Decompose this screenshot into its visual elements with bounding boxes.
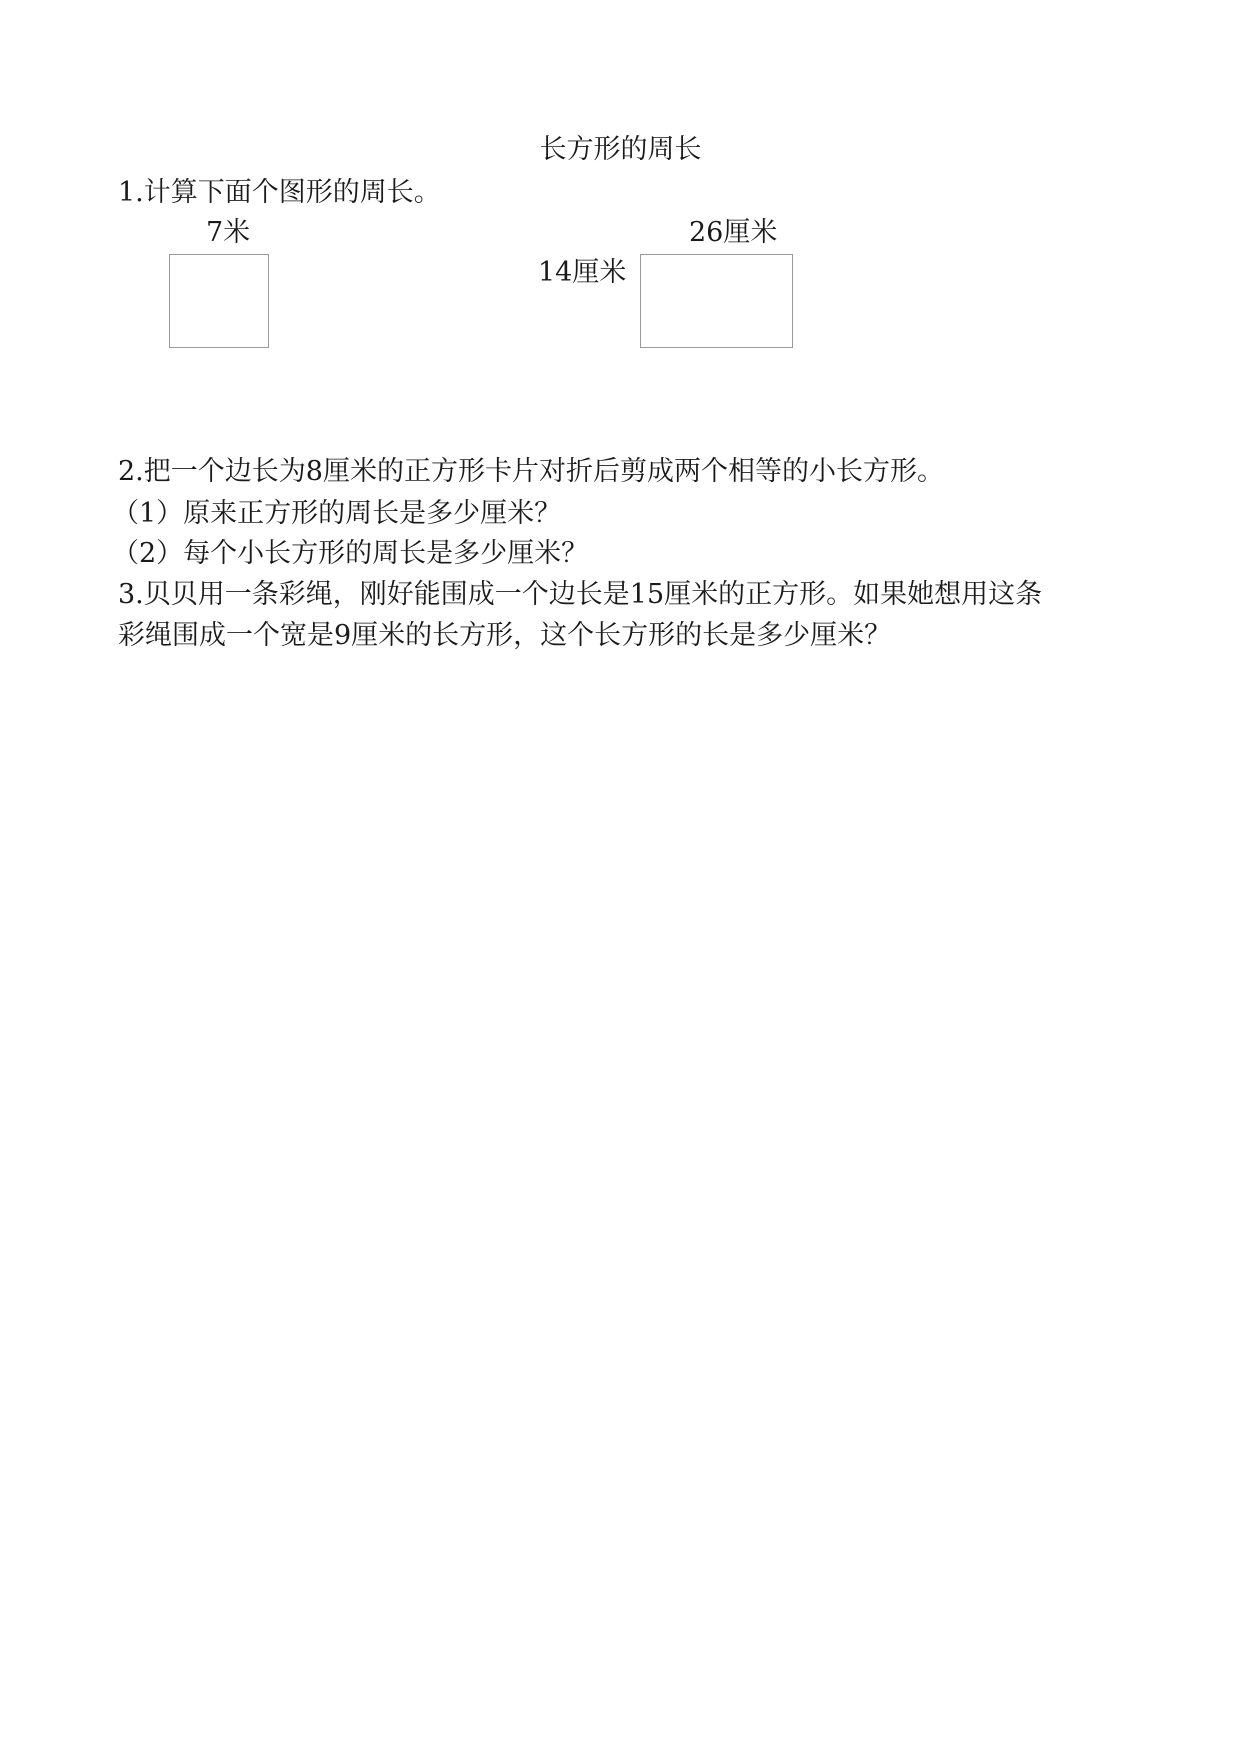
rectangle-figure xyxy=(640,254,793,348)
question-1-text: 1.计算下面个图形的周长。 xyxy=(118,177,441,208)
worksheet-title: 长方形的周长 xyxy=(539,134,702,165)
question-3-line-2: 彩绳围成一个宽是9厘米的长方形，这个长方形的长是多少厘米？ xyxy=(118,620,892,651)
square-figure xyxy=(169,254,269,348)
rectangle-width-label: 14厘米 xyxy=(538,257,627,288)
rectangle-length-label: 26厘米 xyxy=(689,217,778,248)
question-3-line-1: 3.贝贝用一条彩绳，刚好能围成一个边长是15厘米的正方形。如果她想用这条 xyxy=(118,579,1043,610)
question-2-sub-1: （1）原来正方形的周长是多少厘米？ xyxy=(112,498,562,529)
square-side-label: 7米 xyxy=(206,217,251,248)
question-2-text: 2.把一个边长为8厘米的正方形卡片对折后剪成两个相等的小长方形。 xyxy=(118,456,944,487)
question-2-sub-2: （2）每个小长方形的周长是多少厘米？ xyxy=(112,538,589,569)
